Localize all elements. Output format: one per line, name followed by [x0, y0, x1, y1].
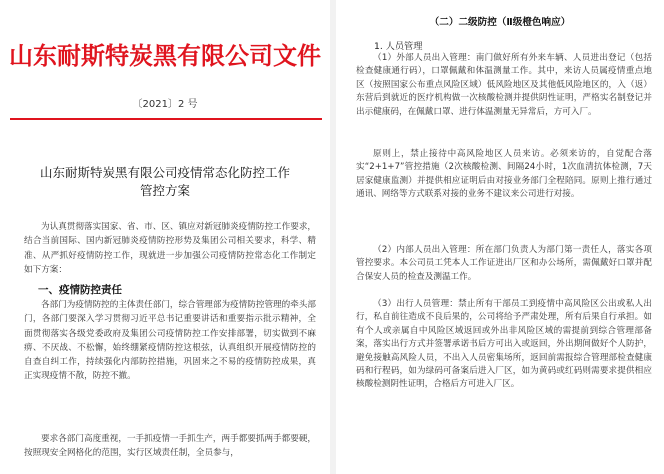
- red-divider-line: [10, 118, 322, 120]
- section-1-paragraph: 各部门为疫情防控的主体责任部门，综合管理部为疫情防控管理的牵头部门，各部门要深入学习贯彻习近平总书记重要讲话和重要指示批示精神，全面贯彻落实各级党委政府及集团公司疫情防控工作安排部署，切实做到不麻痹、不厌战、不松懈，始终绷紧疫情防控这根弦，认真组织开展疫情防控的自查自纠工作，持续强化内部防控措施，巩固来之不易的疫情防控成果，真正实现疫情不散，防控不撤。: [24, 300, 317, 382]
- section-1-heading: 一、疫情防控责任: [38, 284, 122, 296]
- personnel-management-heading: 1. 人员管理: [374, 41, 423, 52]
- section-1-paragraph-2: 要求各部门高度重视，一手抓疫情一手抓生产，两手都要抓两手都要硬，按照现安全网格化的范围，实行区域责任制，全员参与，: [24, 434, 317, 459]
- left-document-page: [0, 0, 330, 474]
- document-red-header: 山东耐斯特炭黑有限公司文件: [9, 41, 321, 70]
- high-risk-visitor-paragraph: 原则上，禁止接待中高风险地区人员来访。必须来访的，自觉配合落实“2+1+7”管控措施（2次核酸检测、间隔24小时，1次血清抗体检测，7天居家健康监测）并提供相应证明后由对接业务部门全程陪同。原则上推行通过通讯、网络等方式联系对接的业务不建议来公司进行对接。: [356, 149, 652, 200]
- document-title: [20, 164, 310, 200]
- level-2-control-title: （二）二级防控（Ⅱ级橙色响应）: [429, 17, 571, 28]
- right-document-page: [336, 0, 664, 474]
- title-line-2: 管控方案: [139, 183, 190, 198]
- title-line-1: 山东耐斯特炭黑有限公司疫情常态化防控工作: [39, 165, 290, 180]
- intro-paragraph: 为认真贯彻落实国家、省、市、区、镇应对新冠肺炎疫情防控工作要求，结合当前国际、国内新冠肺炎疫情防控形势及集团公司相关要求，科学、精准、从严抓好疫情防控工作，现就进一步加强公司疫情防控常态化工作制定如下方案：: [24, 222, 317, 275]
- internal-personnel-paragraph: （2）内部人员出入管理：所在部门负责人为部门第一责任人，落实各项管控要求。本公司员工凭本人工作证进出厂区和办公场所，需佩戴好口罩并配合保安人员的检查及测温工作。: [356, 245, 652, 282]
- travel-personnel-paragraph: （3）出行人员管理：禁止所有干部员工到疫情中高风险区公出或私人出行，私自前往造成不良后果的，公司将给予严肃处理，所有后果自行承担。如有个人或亲属自中风险区域返回或外出非风险区域的需提前到综合管理部备案，落实出行方式并签署承诺书后方可出入或返回，外出期间做好个人防护，避免接触高风险人员，不出入人员密集场所，返回前需报综合管理部检查健康码和行程码，如为绿码可备案后进入厂区，如为黄码或红码则需要求提供相应核酸检测阴性证明，合格后方可进入厂区。: [356, 299, 652, 390]
- document-number: 〔2021〕2 号: [132, 99, 198, 110]
- external-personnel-paragraph: （1）外部人员出入管理：南门做好所有外来车辆、人员进出登记（包括检查健康通行码），口罩佩戴和体温测量工作。其中，来访人员属疫情重点地区（按照国家公布重点风险区域）低风险地区及其他低风险地区的，入（返）东营后到就近的医疗机构做一次核酸检测并提供阴性证明，严格实名制登记并出示健康码，在佩戴口罩、进行体温测量无异常后，方可入厂。: [356, 53, 652, 117]
